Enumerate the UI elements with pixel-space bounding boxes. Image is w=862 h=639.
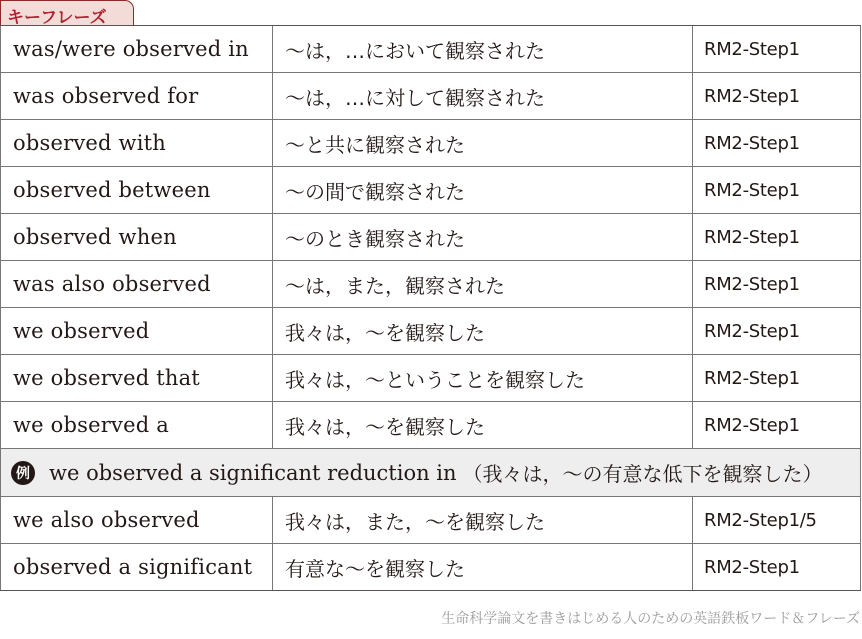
reference: RM2-Step1 [692,73,861,119]
reference: RM2-Step1 [692,214,861,260]
table-row [0,73,861,120]
table-row [0,214,861,261]
japanese-translation: ～は，また，観察された [272,261,692,307]
japanese-translation: ～と共に観察された [272,120,692,166]
key-phrases-tab [0,0,134,28]
english-phrase: observed a significant [0,544,272,590]
reference: RM2-Step1 [692,402,861,448]
english-phrase: observed when [0,214,272,260]
english-phrase: we observed [0,308,272,354]
table-row [0,402,861,449]
reference: RM2-Step1 [692,120,861,166]
english-phrase: was/were observed in [0,26,272,72]
reference: RM2-Step1/5 [692,497,861,543]
table-row [0,167,861,214]
table-row [0,26,861,73]
english-phrase: we also observed [0,497,272,543]
english-phrase: observed between [0,167,272,213]
japanese-translation: 我々は，～を観察した [272,308,692,354]
japanese-translation: ～のとき観察された [272,214,692,260]
english-phrase: was also observed [0,261,272,307]
reference: RM2-Step1 [692,26,861,72]
japanese-translation: ～は，…に対して観察された [272,73,692,119]
english-phrase: observed with [0,120,272,166]
japanese-translation: 我々は，～を観察した [272,402,692,448]
book-title-footer: 生命科学論文を書きはじめる人のための英語鉄板ワード＆フレーズ [441,611,860,627]
english-phrase: we observed a [0,402,272,448]
example-icon: 例 [11,461,35,485]
table-row [0,497,861,544]
key-phrases-tab-label: キーフレーズ [7,8,107,28]
example-japanese: （我々は，～の有意な低下を観察した） [462,462,823,486]
japanese-translation: 我々は，～ということを観察した [272,355,692,401]
example-english: we observed a significant reduction in [49,460,457,485]
table-row [0,120,861,167]
japanese-translation: 有意な～を観察した [272,544,692,590]
english-phrase: was observed for [0,73,272,119]
table-row [0,308,861,355]
reference: RM2-Step1 [692,544,861,590]
reference: RM2-Step1 [692,167,861,213]
example-row [0,449,861,497]
table-row [0,355,861,402]
english-phrase: we observed that [0,355,272,401]
japanese-translation: ～の間で観察された [272,167,692,213]
reference: RM2-Step1 [692,261,861,307]
phrase-table [0,25,861,591]
table-row [0,261,861,308]
japanese-translation: 我々は，また，～を観察した [272,497,692,543]
reference: RM2-Step1 [692,308,861,354]
japanese-translation: ～は，…において観察された [272,26,692,72]
table-row [0,544,861,591]
reference: RM2-Step1 [692,355,861,401]
